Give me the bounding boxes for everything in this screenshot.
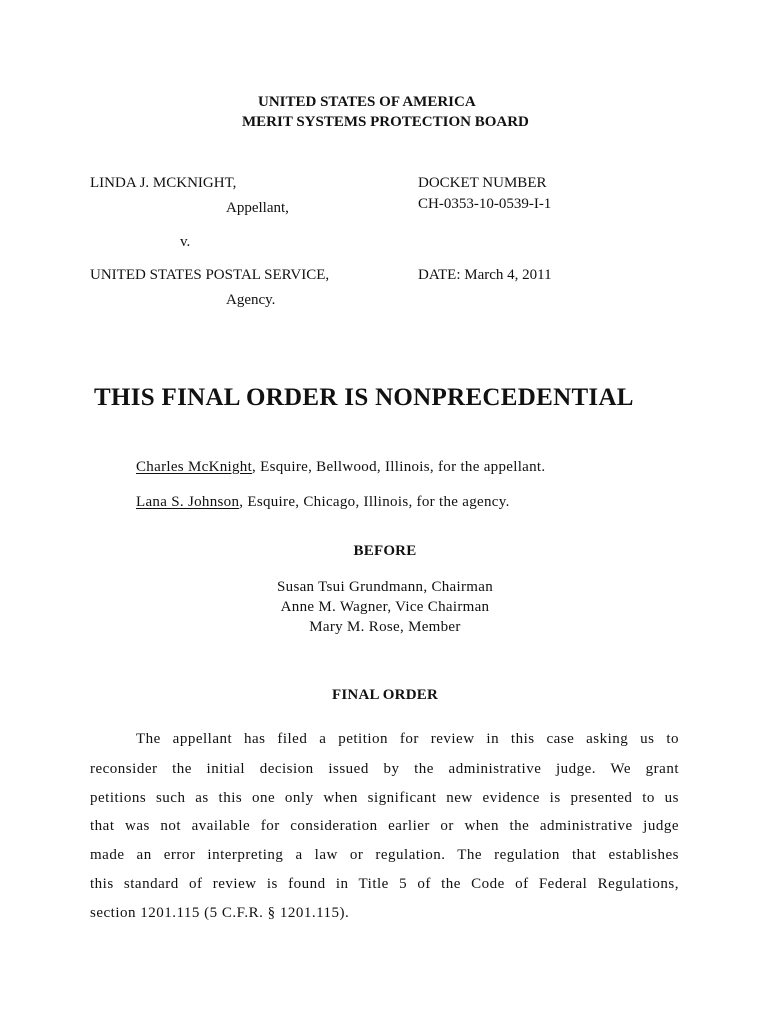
docket-label: DOCKET NUMBER [418,175,547,191]
appellant-name: LINDA J. MCKNIGHT, [90,175,237,191]
nonprecedential-title: THIS FINAL ORDER IS NONPRECEDENTIAL [94,384,634,411]
order-paragraph-line: section 1201.115 (5 C.F.R. § 1201.115). [90,905,350,921]
counsel-appellant-detail: , Esquire, Bellwood, Illinois, for the appellant. [252,459,546,475]
docket-number: CH-0353-10-0539-I-1 [418,196,552,212]
counsel-agency [136,494,510,511]
order-paragraph-line: petitions such as this one only when significant new evidence is presented to us [90,790,679,806]
board-member: Mary M. Rose, Member [309,619,461,635]
appellant-role: Appellant, [226,200,289,216]
counsel-agency-detail: , Esquire, Chicago, Illinois, for the agency. [239,494,510,510]
order-paragraph-line: this standard of review is found in Title 5 of the Code of Federal Regulations, [90,876,679,892]
order-paragraph-line: that was not available for consideration earlier or when the administrative judge [90,818,679,834]
agency-name: UNITED STATES POSTAL SERVICE, [90,267,330,283]
order-paragraph-line: The appellant has filed a petition for review in this case asking us to [136,731,679,747]
board-member: Susan Tsui Grundmann, Chairman [277,579,493,595]
versus: v. [180,234,191,250]
order-paragraph-line: reconsider the initial decision issued by the administrative judge. We grant [90,761,679,777]
header-board: MERIT SYSTEMS PROTECTION BOARD [242,114,529,130]
order-paragraph-line: made an error interpreting a law or regulation. The regulation that establishes [90,847,679,863]
before-heading: BEFORE [353,543,417,559]
agency-role: Agency. [226,292,276,308]
final-order-heading: FINAL ORDER [332,687,438,703]
counsel-appellant [136,459,545,476]
counsel-appellant-name: Charles McKnight [136,459,253,475]
board-member: Anne M. Wagner, Vice Chairman [280,599,490,615]
counsel-agency-name: Lana S. Johnson [136,494,240,510]
header-country: UNITED STATES OF AMERICA [258,94,476,110]
decision-date: DATE: March 4, 2011 [418,267,552,283]
